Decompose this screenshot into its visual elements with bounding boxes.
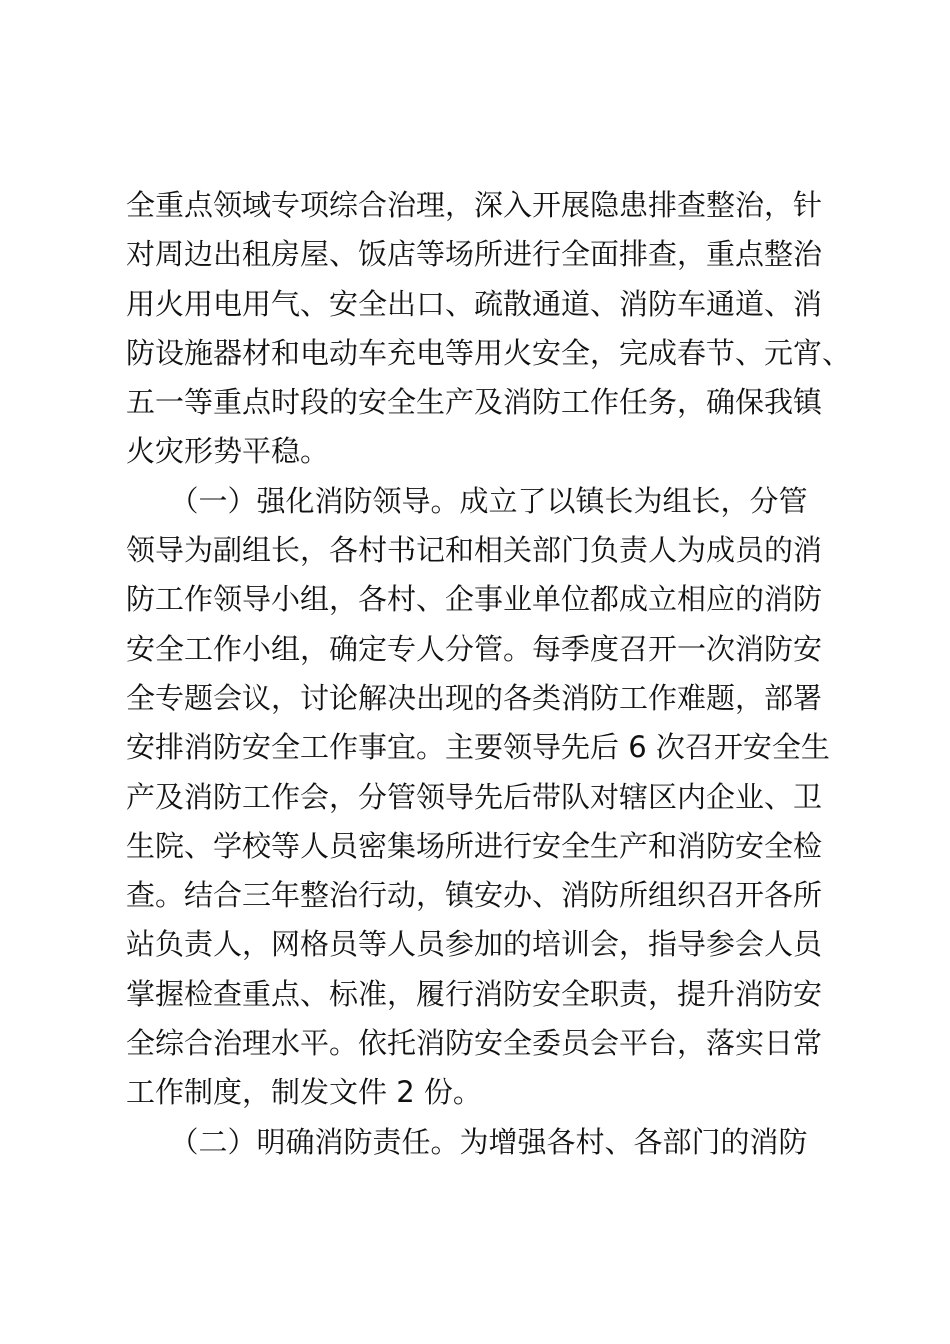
body-text [126,181,852,1167]
text-line: 火灾形势平稳。 [126,434,330,469]
text-line: 防工作领导小组，各村、企事业单位都成立相应的消防 [126,582,823,617]
text-line: 站负责人，网格员等人员参加的培训会，指导参会人员 [126,927,823,962]
text-line: 全重点领域专项综合治理，深入开展隐患排查整治，针 [126,188,823,222]
text-line: 对周边出租房屋、饭店等场所进行全面排查，重点整治 [126,237,823,272]
text-line: 领导为副组长，各村书记和相关部门负责人为成员的消 [126,533,823,568]
section-heading-line: （二）明确消防责任。为增强各村、各部门的消防 [126,1124,808,1159]
text-line: 五一等重点时段的安全生产及消防工作任务，确保我镇 [126,385,823,420]
text-line: 用火用电用气、安全出口、疏散通道、消防车通道、消 [126,286,823,321]
text-line: 防设施器材和电动车充电等用火安全，完成春节、元宵、 [126,335,852,370]
text-line: 全专题会议，讨论解决出现的各类消防工作难题，部署 [126,680,823,715]
text-line: 工作制度，制发文件 2 份。 [126,1075,482,1110]
text-line: 查。结合三年整治行动，镇安办、消防所组织召开各所 [126,878,823,913]
text-line: 生院、学校等人员密集场所进行安全生产和消防安全检 [126,828,823,863]
text-line: 安全工作小组，确定专人分管。每季度召开一次消防安 [126,631,823,666]
section-heading-line: （一）强化消防领导。成立了以镇长为组长，分管 [126,483,808,518]
text-line: 安排消防安全工作事宜。主要领导先后 6 次召开安全生 [126,730,830,765]
text-line: 掌握检查重点、标准，履行消防安全职责，提升消防安 [126,976,823,1011]
text-line: 产及消防工作会，分管领导先后带队对辖区内企业、卫 [126,779,823,814]
text-line: 全综合治理水平。依托消防安全委员会平台，落实日常 [126,1026,823,1061]
